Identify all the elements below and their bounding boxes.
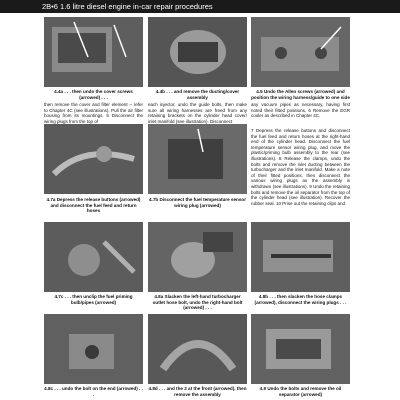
photo-4-9 [251, 314, 350, 384]
text-right-top: any vacuum pipes as necessary, having first noted their fitted positions. 6 Remove the EGR cooler as described in Chapter 4C. [251, 102, 350, 119]
photo-4-8c [44, 314, 143, 384]
text-right-body: 7 Depress the release buttons and disconnect the fuel feed and return hoses at the right-hand end of the cylinder head. Disconnect the fuel temperature sensor wiring plug, and move the plastic/priming bulb assembly to the rear (see illustrations). 8 Release the clamps, undo the bolts and remove the inlet ducting between the turbocharger and the inlet manifold. Make a note of their fitted positions, then disconnect the various wiring plugs as the assembly is withdrawn (see illustrations). 9 Undo the retaining bolts and remove the oil separator from the top of the cylinder head (see illustration). Recover the rubber seal. 10 Prise out the retaining clips and [251, 128, 350, 206]
caption-4-8d: 4.8d . . . and the 2 at the front (arrowed), then remove the assembly [148, 386, 247, 397]
photo-4-7c [44, 222, 143, 292]
header-title: 2B•6 1.6 litre diesel engine in-car repair procedures [42, 2, 213, 11]
caption-4-8a: 4.8a Slacken the left-hand turbocharger outlet hose bolt, undo the right-hand bolt (arrowed) . . . [152, 294, 243, 311]
page-header [0, 0, 400, 13]
caption-4-8c: 4.8c . . . undo the bolt on the end (arrowed) . . . [44, 386, 143, 397]
photo-4-4b [148, 17, 247, 87]
caption-4-7b: 4.7b Disconnect the fuel temperature sensor wiring plug (arrowed) [148, 197, 246, 208]
caption-4-4a: 4.4a . . . then undo the cover screws (arrowed) . . . [54, 89, 133, 100]
caption-4-4b: 4.4b . . . and remove the ducting/cover assembly [155, 89, 240, 100]
photo-4-7b [148, 124, 247, 194]
text-mid-column: each injector, undo the guide bolts, then make sure all wiring harnesses are freed from any retaining brackets on the cylinder head cover/ inlet manifold (see illustration). Disconnect [148, 102, 247, 124]
caption-4-7c: 4.7c . . . then unclip the fuel priming bulb/pipes (arrowed) [54, 294, 133, 305]
photo-4-8b [251, 222, 350, 292]
photo-4-7a [44, 124, 143, 194]
text-left-column: then remove the cover and filter element – refer to Chapter 4C (see illustrations). Pull the air filter housing from its mountings. 5 Disconnect the wiring plugs from the top of [44, 102, 143, 124]
photo-4-8a [148, 222, 247, 292]
caption-4-8b: 4.8b . . . then slacken the hose clamps (arrowed), disconnect the wiring plugs . . . [254, 294, 347, 305]
photo-4-5 [251, 17, 350, 87]
photo-4-4a [44, 17, 143, 87]
caption-4-9: 4.9 Undo the bolts and remove the oil separator (arrowed) [259, 386, 342, 397]
photo-4-8d [148, 314, 247, 384]
caption-4-5: 4.5 Undo the Allen screws (arrowed) and position the wiring harness/guide to one side [251, 89, 350, 100]
caption-4-7a: 4.7a Depress the release buttons (arrowed) and disconnect the fuel feed and return hoses [46, 197, 141, 214]
